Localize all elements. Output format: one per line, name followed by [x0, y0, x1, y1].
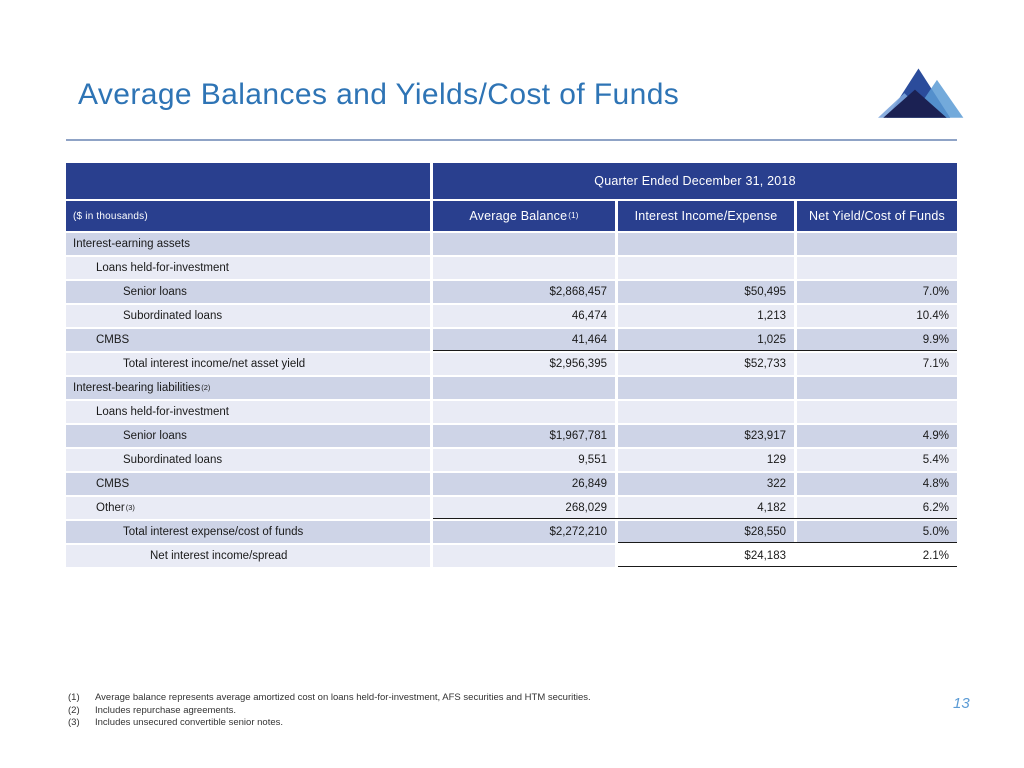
- col-header-yield-label: Net Yield/Cost of Funds: [809, 209, 945, 223]
- interest-income-value: 1,025: [618, 329, 794, 351]
- avg-balance-value: 46,474: [433, 305, 615, 327]
- net-yield-value: 4.9%: [797, 425, 957, 447]
- net-yield-value: [797, 401, 957, 423]
- avg-balance-value: $2,868,457: [433, 281, 615, 303]
- table-body: [66, 233, 957, 567]
- footnote-text: Includes unsecured convertible senior notes.: [95, 717, 284, 728]
- table-row: [66, 377, 957, 399]
- interest-income-value: $52,733: [618, 353, 794, 375]
- avg-balance-value: 268,029: [433, 497, 615, 519]
- table-row: [66, 425, 957, 447]
- col-header-average-balance: Average Balance (1): [433, 201, 615, 231]
- table-column-header-row: [66, 201, 957, 231]
- avg-balance-value: $1,967,781: [433, 425, 615, 447]
- interest-income-value: $50,495: [618, 281, 794, 303]
- table-row: [66, 281, 957, 303]
- row-label: Senior loans: [66, 281, 430, 303]
- table-row: [66, 521, 957, 543]
- footnote-line: [68, 717, 591, 730]
- quarter-header-label: Quarter Ended December 31, 2018: [594, 174, 796, 188]
- units-label: ($ in thousands): [73, 210, 148, 222]
- row-label: Total interest expense/cost of funds: [66, 521, 430, 543]
- table-row: [66, 545, 957, 567]
- row-label: Loans held-for-investment: [66, 401, 430, 423]
- table-row: [66, 233, 957, 255]
- avg-balance-value: [433, 257, 615, 279]
- avg-balance-value: 9,551: [433, 449, 615, 471]
- footnote-number: (3): [68, 717, 80, 728]
- units-label-cell: [66, 201, 430, 231]
- net-yield-value: [797, 233, 957, 255]
- row-label: Subordinated loans: [66, 449, 430, 471]
- row-label: Net interest income/spread: [66, 545, 430, 567]
- total-underline: [433, 350, 957, 351]
- avg-balance-value: [433, 401, 615, 423]
- net-yield-value: 10.4%: [797, 305, 957, 327]
- interest-income-value: [618, 257, 794, 279]
- title-underline: [66, 139, 957, 141]
- row-label: Senior loans: [66, 425, 430, 447]
- interest-income-value: 4,182: [618, 497, 794, 519]
- net-yield-value: 5.0%: [797, 521, 957, 543]
- row-label: CMBS: [66, 329, 430, 351]
- net-yield-value: 5.4%: [797, 449, 957, 471]
- interest-income-value: $24,183: [618, 545, 794, 567]
- total-underline: [433, 518, 957, 519]
- interest-income-value: 322: [618, 473, 794, 495]
- interest-income-value: 129: [618, 449, 794, 471]
- mountain-logo-icon: [878, 64, 966, 124]
- net-yield-value: 9.9%: [797, 329, 957, 351]
- interest-income-value: [618, 401, 794, 423]
- balances-table: [66, 163, 957, 567]
- interest-income-value: 1,213: [618, 305, 794, 327]
- row-label: CMBS: [66, 473, 430, 495]
- avg-balance-value: [433, 545, 615, 567]
- col-header-interest-income-expense: [618, 201, 794, 231]
- table-row: [66, 329, 957, 351]
- footnote-number: (2): [68, 704, 80, 716]
- interest-income-value: [618, 233, 794, 255]
- net-yield-value: [797, 257, 957, 279]
- avg-balance-value: [433, 377, 615, 399]
- footnote-text: Average balance represents average amortized cost on loans held-for-investment, AFS securities and HTM securities.: [95, 692, 591, 703]
- avg-balance-value: $2,956,395: [433, 353, 615, 375]
- page-number: 13: [953, 695, 970, 712]
- row-label: Interest-bearing liabilities (2): [66, 377, 430, 399]
- net-yield-value: 7.1%: [797, 353, 957, 375]
- total-underline: [618, 566, 957, 567]
- footnote-text: Includes repurchase agreements.: [95, 704, 236, 716]
- table-row: [66, 401, 957, 423]
- row-label: Subordinated loans: [66, 305, 430, 327]
- col-header-interest-label: Interest Income/Expense: [634, 209, 778, 223]
- avg-balance-value: 41,464: [433, 329, 615, 351]
- net-yield-value: [797, 377, 957, 399]
- interest-income-value: $28,550: [618, 521, 794, 543]
- row-label: Loans held-for-investment: [66, 257, 430, 279]
- table-row: [66, 473, 957, 495]
- footnotes: [68, 692, 591, 730]
- footnote-line: [68, 705, 591, 718]
- row-label: Interest-earning assets: [66, 233, 430, 255]
- table-row: [66, 353, 957, 375]
- table-row: [66, 305, 957, 327]
- net-yield-value: 4.8%: [797, 473, 957, 495]
- table-row: [66, 257, 957, 279]
- interest-income-value: [618, 377, 794, 399]
- avg-balance-value: [433, 233, 615, 255]
- net-yield-value: 2.1%: [797, 545, 957, 567]
- table-corner-cell: [66, 163, 430, 199]
- interest-income-value: $23,917: [618, 425, 794, 447]
- avg-balance-value: 26,849: [433, 473, 615, 495]
- row-label: Other (3): [66, 497, 430, 519]
- net-yield-value: 6.2%: [797, 497, 957, 519]
- table-row: [66, 497, 957, 519]
- net-yield-value: 7.0%: [797, 281, 957, 303]
- col-header-average-balance-label: Average Balance: [469, 209, 568, 223]
- col-header-net-yield-cost-of-funds: [797, 201, 957, 231]
- total-underline: [618, 542, 957, 543]
- table-row: [66, 449, 957, 471]
- row-label: Total interest income/net asset yield: [66, 353, 430, 375]
- avg-balance-value: $2,272,210: [433, 521, 615, 543]
- table-header-spanner-row: [66, 163, 957, 199]
- footnote-line: [68, 692, 591, 705]
- page-title: Average Balances and Yields/Cost of Funds: [78, 78, 680, 111]
- quarter-header-cell: [433, 163, 957, 199]
- footnote-number: (1): [68, 692, 80, 703]
